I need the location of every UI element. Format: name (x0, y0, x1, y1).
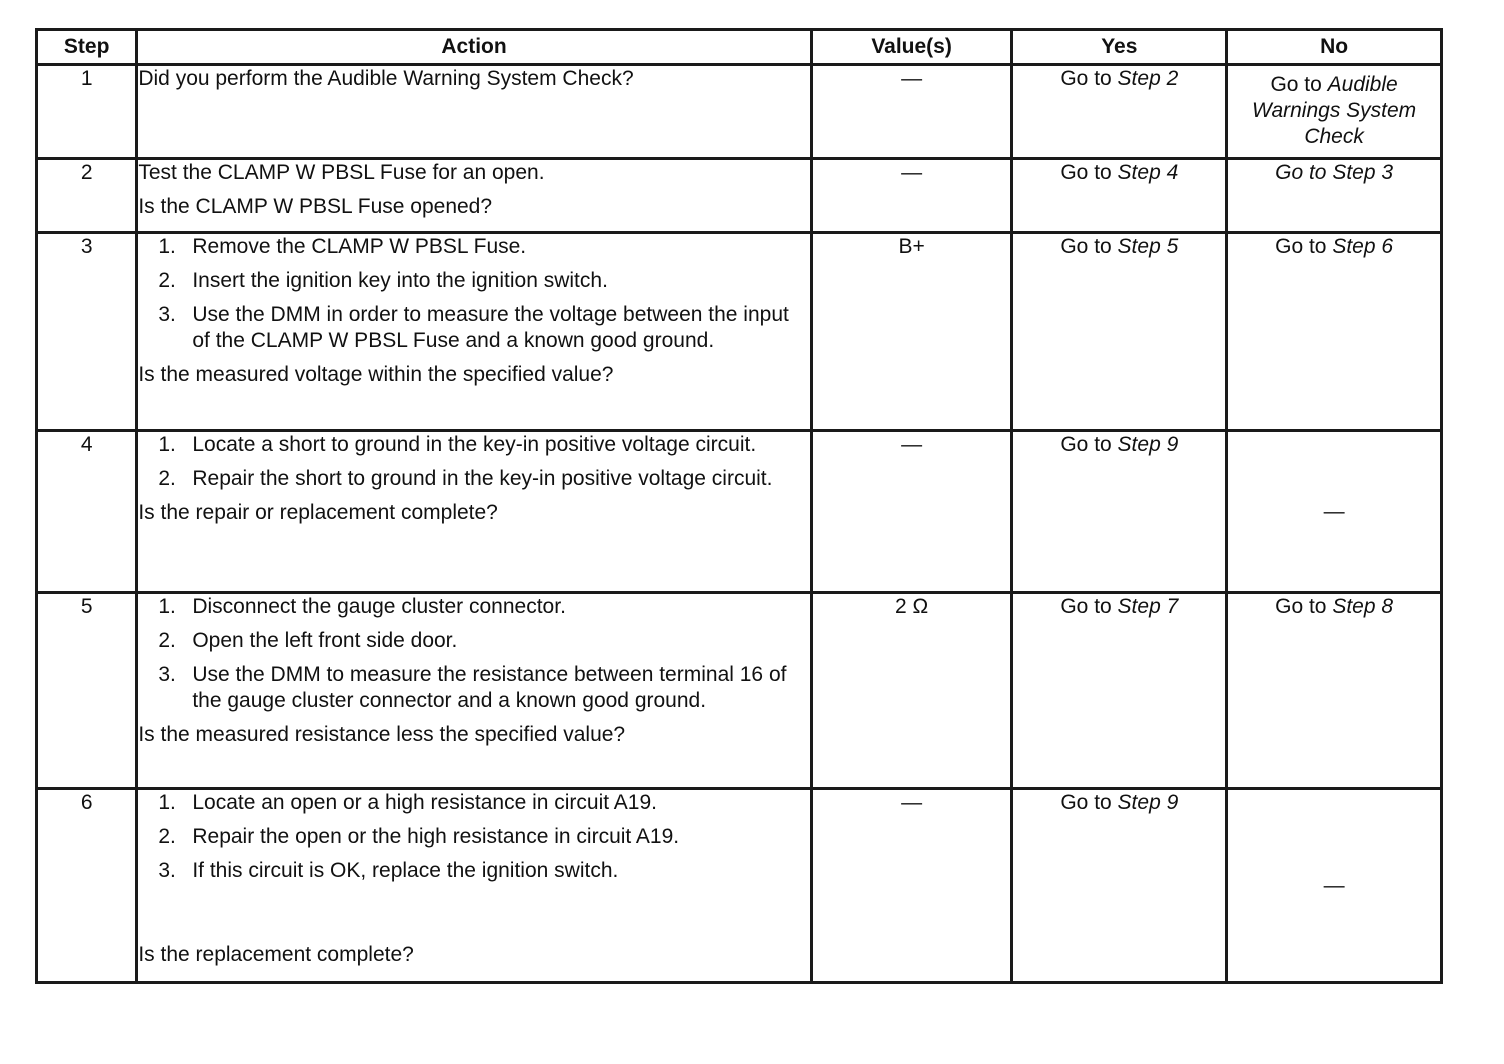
list-item-text: Insert the ignition key into the ignition switch. (192, 269, 608, 292)
list-item-text: Repair the open or the high resistance in circuit A19. (192, 825, 680, 848)
no-prefix: Go to (1275, 595, 1333, 618)
step-number: 3 (37, 233, 137, 431)
table-row (37, 65, 1442, 159)
yes-cell (1012, 431, 1227, 593)
yes-prefix: Go to (1060, 595, 1118, 618)
value-cell: — (811, 431, 1012, 593)
action-cell (137, 789, 811, 983)
list-item-text: Locate an open or a high resistance in circuit A19. (192, 791, 657, 814)
list-item: 1. Locate a short to ground in the key-in positive voltage circuit. (158, 433, 757, 456)
list-item: 3. Use the DMM to measure the resistance between terminal 16 of the gauge cluster connector and a known good ground. (158, 663, 787, 712)
action-line: Test the CLAMP W PBSL Fuse for an open. (138, 161, 545, 184)
list-item-text: Open the left front side door. (192, 629, 458, 652)
action-question: Did you perform the Audible Warning System Check? (138, 67, 634, 90)
table-row (37, 431, 1442, 593)
yes-prefix: Go to (1060, 791, 1118, 814)
header-row (37, 30, 1442, 65)
list-item-text: Remove the CLAMP W PBSL Fuse. (192, 235, 527, 258)
list-item: 2. Insert the ignition key into the ignition switch. (158, 269, 608, 292)
no-cell (1227, 159, 1442, 233)
list-item-text: Use the DMM to measure the resistance between terminal 16 of the gauge cluster connector and a known good ground. (192, 663, 787, 712)
yes-prefix: Go to (1060, 67, 1118, 90)
no-cell (1227, 593, 1442, 789)
action-cell (137, 65, 811, 159)
yes-prefix: Go to (1060, 161, 1118, 184)
value-cell: — (811, 65, 1012, 159)
list-item: 2. Open the left front side door. (158, 629, 458, 652)
yes-cell (1012, 789, 1227, 983)
table-row (37, 159, 1442, 233)
list-item-text: Use the DMM in order to measure the voltage between the input of the CLAMP W PBSL Fuse and a known good ground. (192, 303, 789, 352)
no-target-link[interactable]: Step 6 (1332, 235, 1394, 258)
step-number: 4 (37, 431, 137, 593)
action-steps-list (138, 594, 809, 714)
header-yes: Yes (1012, 30, 1227, 65)
yes-cell (1012, 65, 1227, 159)
list-item: 2. Repair the short to ground in the key-in positive voltage circuit. (158, 467, 773, 490)
value-cell: 2 Ω (811, 593, 1012, 789)
action-cell (137, 593, 811, 789)
list-item-text: Locate a short to ground in the key-in positive voltage circuit. (192, 433, 757, 456)
header-no: No (1227, 30, 1442, 65)
yes-target-link[interactable]: Step 9 (1117, 433, 1179, 456)
no-target-link[interactable]: Audible Warnings System Check (1252, 73, 1417, 148)
table-row (37, 789, 1442, 983)
list-item: 1. Locate an open or a high resistance in circuit A19. (158, 791, 657, 814)
yes-target-link[interactable]: Step 2 (1117, 67, 1179, 90)
yes-cell (1012, 593, 1227, 789)
action-steps-list (138, 790, 809, 884)
no-prefix: Go to (1275, 235, 1333, 258)
yes-cell (1012, 233, 1227, 431)
action-steps-list (138, 432, 809, 492)
step-number: 2 (37, 159, 137, 233)
list-item: 1. Disconnect the gauge cluster connector. (158, 595, 566, 618)
yes-target-link[interactable]: Step 5 (1117, 235, 1179, 258)
yes-prefix: Go to (1060, 433, 1118, 456)
no-target-link[interactable]: Go to Step 3 (1275, 161, 1394, 184)
value-cell: — (811, 789, 1012, 983)
action-cell (137, 431, 811, 593)
no-cell: — (1227, 789, 1442, 983)
table-row (37, 233, 1442, 431)
list-item-text: If this circuit is OK, replace the ignition switch. (192, 859, 619, 882)
action-question: Is the replacement complete? (138, 943, 414, 966)
step-number: 5 (37, 593, 137, 789)
no-prefix: Go to (1270, 73, 1328, 96)
yes-target-link[interactable]: Step 4 (1117, 161, 1179, 184)
no-target-link[interactable]: Step 8 (1332, 595, 1394, 618)
action-question: Is the measured voltage within the specified value? (138, 363, 614, 386)
yes-target-link[interactable]: Step 9 (1117, 791, 1179, 814)
action-cell (137, 233, 811, 431)
step-number: 6 (37, 789, 137, 983)
list-item-text: Repair the short to ground in the key-in positive voltage circuit. (192, 467, 773, 490)
diagnostic-table (35, 28, 1443, 984)
list-item: 1. Remove the CLAMP W PBSL Fuse. (158, 235, 527, 258)
action-cell (137, 159, 811, 233)
list-item: 3. If this circuit is OK, replace the ignition switch. (158, 859, 619, 882)
header-action: Action (137, 30, 811, 65)
no-cell (1227, 65, 1442, 159)
value-cell: — (811, 159, 1012, 233)
action-question: Is the CLAMP W PBSL Fuse opened? (138, 195, 493, 218)
table-row (37, 593, 1442, 789)
list-item: 3. Use the DMM in order to measure the voltage between the input of the CLAMP W PBSL Fuse and a known good ground. (158, 303, 789, 352)
yes-cell (1012, 159, 1227, 233)
action-question: Is the repair or replacement complete? (138, 501, 498, 524)
list-item: 2. Repair the open or the high resistance in circuit A19. (158, 825, 680, 848)
action-steps-list (138, 234, 809, 354)
no-cell (1227, 233, 1442, 431)
step-number: 1 (37, 65, 137, 159)
header-step: Step (37, 30, 137, 65)
action-question: Is the measured resistance less the specified value? (138, 723, 626, 746)
yes-prefix: Go to (1060, 235, 1118, 258)
value-cell: B+ (811, 233, 1012, 431)
yes-target-link[interactable]: Step 7 (1117, 595, 1179, 618)
list-item-text: Disconnect the gauge cluster connector. (192, 595, 566, 618)
no-cell: — (1227, 431, 1442, 593)
header-values: Value(s) (811, 30, 1012, 65)
